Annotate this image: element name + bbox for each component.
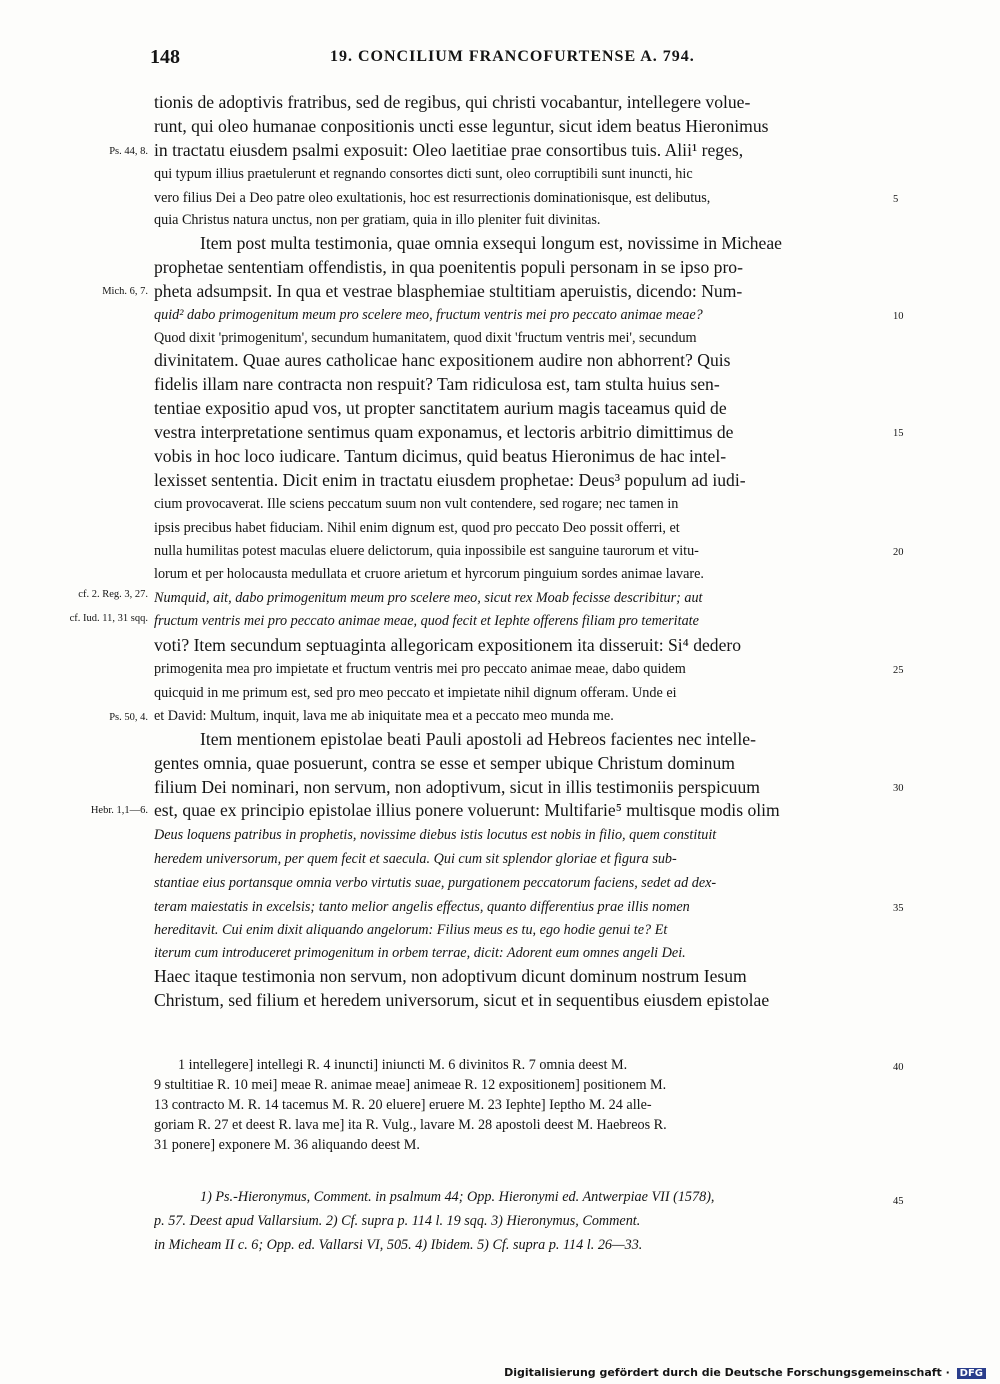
text-line: prophetae sententiam offendistis, in qua poenitentis populi personam in se ipso pro-: [154, 257, 743, 277]
text-line: divinitatem. Quae aures catholicae hanc expositionem audire non abhorrent? Quis: [154, 350, 731, 370]
text-line: cium provocaverat. Ille sciens peccatum suum non vult contendere, sed rogare; nec tamen in: [154, 496, 679, 512]
text-line: Haec itaque testimonia non servum, non adoptivum dicunt dominum nostrum Iesum: [154, 966, 747, 986]
text-line: qui typum illius praetulerunt et regnando consortes dicti sunt, oleo corruptibili sunt inuncti, hic: [154, 166, 693, 182]
text-line: lexisset sententia. Dicit enim in tractatu eiusdem prophetae: Deus³ populum ad iudi-: [154, 470, 746, 490]
footnote-line: p. 57. Deest apud Vallarsium. 2) Cf. supra p. 114 l. 19 sqq. 3) Hieronymus, Comment.: [154, 1213, 641, 1229]
text-line: iterum cum introduceret primogenitum in orbem terrae, dicit: Adorent eum omnes angeli Dei.: [154, 945, 686, 961]
line-number: 35: [893, 903, 904, 914]
text-line: heredem universorum, per quem fecit et saecula. Qui cum sit splendor gloriae et figura sub-: [154, 851, 677, 867]
text-line: teram maiestatis in excelsis; tanto melior angelis effectus, quanto differentius prae illis nomen: [154, 899, 690, 915]
apparatus-line: 13 contracto M. R. 14 tacemus M. R. 20 eluere] eruere M. 23 Iephte] Ieptho M. 24 alle-: [154, 1097, 652, 1113]
text-line: vestra interpretatione sentimus quam exponamus, et lectoris arbitrio dimittimus de: [154, 422, 734, 442]
running-head: 19. CONCILIUM FRANCOFURTENSE A. 794.: [330, 48, 695, 65]
text-line: hereditavit. Cui enim dixit aliquando angelorum: Filius meus es tu, ego hodie genui te? Et: [154, 922, 668, 938]
line-number: 10: [893, 311, 904, 322]
apparatus-line: 9 stultitiae R. 10 mei] meae R. animae meae] animeae R. 12 expositionem] positionem M.: [154, 1077, 667, 1093]
text-line: tionis de adoptivis fratribus, sed de regibus, qui christi vocabantur, intellegere volue-: [154, 92, 751, 112]
text-line: nulla humilitas potest maculas eluere delictorum, quia inpossibile est sanguine taurorum et vitu-: [154, 543, 699, 559]
text-line: est, quae ex principio epistolae illius ponere voluerunt: Multifarie⁵ multisque modis olim: [154, 800, 780, 820]
text-line: lorum et per holocausta medullata et cruore arietum et hyrcorum pinguium sordes animae lavare.: [154, 566, 704, 582]
margin-reference: cf. Iud. 11, 31 sqq.: [69, 613, 148, 624]
page-number: 148: [150, 46, 180, 68]
text-line: voti? Item secundum septuaginta allegoricam expositionem ita disseruit: Si⁴ dedero: [154, 635, 742, 655]
line-number: 25: [893, 665, 904, 676]
dfg-logo: DFG: [957, 1368, 986, 1379]
text-line: Christum, sed filium et heredem universorum, sicut et in sequentibus eiusdem epistolae: [154, 990, 770, 1010]
line-number: 40: [893, 1062, 904, 1073]
text-line: filium Dei nominari, non servum, non adoptivum, sicut in illis testimoniis perspicuum: [154, 777, 760, 797]
text-line: in tractatu eiusdem psalmi exposuit: Oleo laetitiae prae consortibus tuis. Alii¹ reges,: [154, 140, 744, 160]
apparatus-line: 31 ponere] exponere M. 36 aliquando deest M.: [154, 1137, 420, 1153]
text-line: Item mentionem epistolae beati Pauli apostoli ad Hebreos facientes nec intelle-: [200, 729, 756, 749]
credit-text: Digitalisierung gefördert durch die Deutsche Forschungsgemeinschaft ·: [504, 1366, 950, 1379]
text-line: tentiae expositio apud vos, ut propter sanctitatem aurium magis taceamus quid de: [154, 398, 727, 418]
text-line: Item post multa testimonia, quae omnia exsequi longum est, novissime in Micheae: [200, 233, 782, 253]
line-number: 45: [893, 1196, 904, 1207]
text-line: quicquid in me primum est, sed pro meo peccato et impietate nihil dignum offeram. Unde ei: [154, 685, 677, 701]
text-line: vero filius Dei a Deo patre oleo exultationis, hoc est resurrectionis dominationisque, est delibutus,: [154, 190, 711, 206]
line-number: 30: [893, 783, 904, 794]
margin-reference: Hebr. 1,1—6.: [90, 805, 148, 816]
margin-reference: Ps. 44, 8.: [109, 146, 148, 157]
text-line: stantiae eius portansque omnia verbo virtutis suae, purgationem peccatorum faciens, sedet ad dex-: [154, 875, 717, 891]
text-line: fructum ventris mei pro peccato animae meae, quod fecit et Iephte offerens filiam pro temeritate: [154, 613, 699, 629]
text-line: gentes omnia, quae posuerunt, contra se esse et semper ubique Christum dominum: [154, 753, 735, 773]
text-line: primogenita mea pro impietate et fructum ventris mei pro peccato animae meae, dabo quidem: [154, 661, 686, 677]
text-line: et David: Multum, inquit, lava me ab iniquitate mea et a peccato meo munda me.: [154, 708, 614, 724]
apparatus-line: 1 intellegere] intellegi R. 4 inuncti] iniuncti M. 6 divinitos R. 7 omnia deest M.: [178, 1057, 628, 1073]
line-number: 15: [893, 428, 904, 439]
text-line: runt, qui oleo humanae conpositionis uncti esse leguntur, sicut idem beatus Hieronimus: [154, 116, 769, 136]
text-line: Numquid, ait, dabo primogenitum meum pro scelere meo, sicut rex Moab fecisse describitur; aut: [154, 590, 703, 606]
page-header: [0, 46, 1000, 74]
digitization-credit: [504, 1366, 986, 1379]
apparatus-line: goriam R. 27 et deest R. lava me] ita R. Vulg., lavare M. 28 apostoli deest M. Haebreos R.: [154, 1117, 667, 1133]
margin-reference: cf. 2. Reg. 3, 27.: [78, 589, 148, 600]
text-line: pheta adsumpsit. In qua et vestrae blasphemiae stultitiam aperuistis, dicendo: Num-: [154, 281, 743, 301]
text-line: Deus loquens patribus in prophetis, novissime diebus istis locutus est nobis in filio, quem constituit: [154, 827, 717, 843]
text-line: quid² dabo primogenitum meum pro scelere meo, fructum ventris mei pro peccato animae meae?: [154, 307, 703, 323]
margin-reference: Ps. 50, 4.: [109, 712, 148, 723]
margin-reference: Mich. 6, 7.: [102, 286, 148, 297]
text-line: quia Christus natura unctus, non per gratiam, quia in illo pleniter fuit divinitas.: [154, 212, 601, 228]
line-number: 20: [893, 547, 904, 558]
text-line: fidelis illam nare contracta non respuit? Tam ridiculosa est, tam stulta huius sen-: [154, 374, 720, 394]
footnote-line: 1) Ps.-Hieronymus, Comment. in psalmum 44; Opp. Hieronymi ed. Antwerpiae VII (1578),: [200, 1189, 715, 1205]
text-line: vobis in hoc loco iudicare. Tantum dicimus, quid beatus Hieronimus de hac intel-: [154, 446, 727, 466]
footnote-line: in Micheam II c. 6; Opp. ed. Vallarsi VI, 505. 4) Ibidem. 5) Cf. supra p. 114 l. 26—33.: [154, 1237, 643, 1253]
line-number: 5: [893, 194, 899, 205]
text-line: ipsis precibus habet fiduciam. Nihil enim dignum est, quod pro peccato Deo possit offerri, et: [154, 520, 680, 536]
text-line: Quod dixit 'primogenitum', secundum humanitatem, quod dixit 'fructum ventris mei', secundum: [154, 330, 697, 346]
